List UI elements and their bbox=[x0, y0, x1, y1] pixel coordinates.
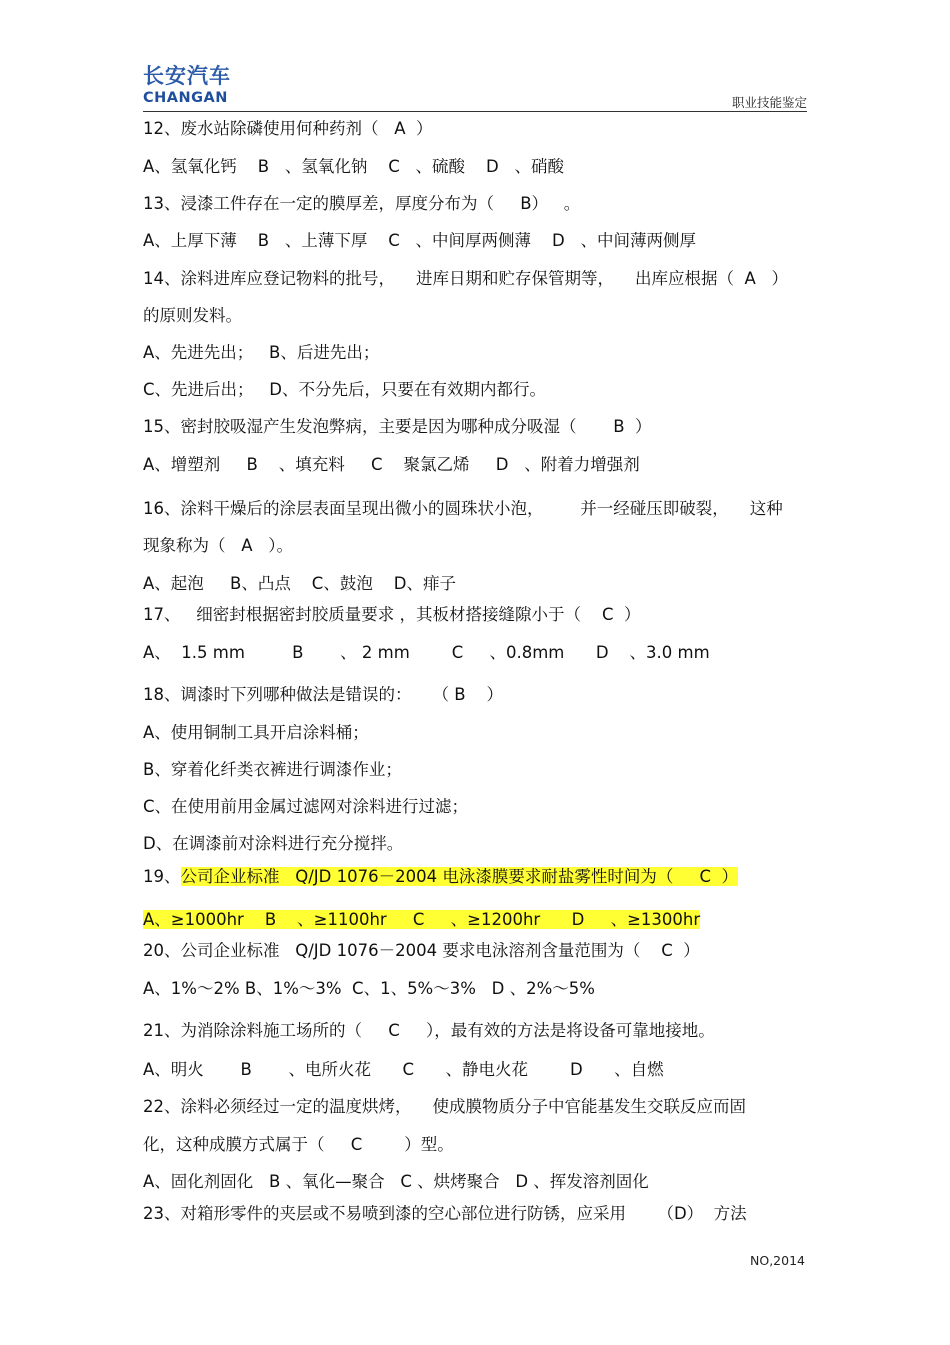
line-q12-options: A、氢氧化钙 B 、氢氧化钠 C 、硫酸 D 、硝酸 bbox=[143, 157, 564, 176]
line-q14: 14、涂料进库应登记物料的批号， 进库日期和贮存保管期等， 出库应根据（ A ） bbox=[143, 269, 788, 288]
logo-cn: 长安汽车 bbox=[143, 64, 231, 88]
q19-options-highlighted: A、≥1000hr B 、≥1100hr C 、≥1200hr D 、≥1300hr bbox=[143, 910, 701, 929]
line-q12: 12、废水站除磷使用何种药剂（ A ） bbox=[143, 119, 433, 138]
line-q20-options: A、1%～2% B、1%～3% C、1、5%～3% D 、2%～5% bbox=[143, 979, 595, 998]
line-q18: 18、调漆时下列哪种做法是错误的： （ B ） bbox=[143, 685, 504, 704]
line-q17-options: A、 1.5 mm B 、 2 mm C 、0.8mm D 、3.0 mm bbox=[143, 643, 710, 662]
line-q16: 16、涂料干燥后的涂层表面呈现出微小的圆珠状小泡， 并一经碰压即破裂， 这种 bbox=[143, 499, 783, 518]
line-q15-options: A、增塑剂 B 、填充料 C 聚氯乙烯 D 、附着力增强剂 bbox=[143, 455, 640, 474]
q19-number: 19、 bbox=[143, 867, 181, 886]
line-q15: 15、密封胶吸湿产生发泡弊病，主要是因为哪种成分吸湿（ B ） bbox=[143, 417, 652, 436]
line-q22-cont: 化，这种成膜方式属于（ C ）型。 bbox=[143, 1135, 454, 1154]
line-q14-cont: 的原则发料。 bbox=[143, 306, 242, 325]
line-q18-option-a: A、使用铜制工具开启涂料桶； bbox=[143, 723, 369, 742]
line-q18-option-c: C、在使用前用金属过滤网对涂料进行过滤； bbox=[143, 797, 469, 816]
line-q14-options-cd: C、先进后出； D、不分先后，只要在有效期内都行。 bbox=[143, 380, 546, 399]
q19-highlighted-text: 公司企业标准 Q/JD 1076－2004 电泳漆膜要求耐盐雾性时间为（ C ） bbox=[180, 867, 739, 886]
logo bbox=[143, 66, 231, 106]
line-q21-options: A、明火 B 、电所火花 C 、静电火花 D 、自燃 bbox=[143, 1060, 664, 1079]
line-q16-options: A、起泡 B、凸点 C、鼓泡 D、痱子 bbox=[143, 574, 457, 593]
line-q20: 20、公司企业标准 Q/JD 1076－2004 要求电泳溶剂含量范围为（ C ） bbox=[143, 941, 700, 960]
line-q13: 13、浸漆工件存在一定的膜厚差，厚度分布为（ B） 。 bbox=[143, 194, 581, 213]
line-q19-options bbox=[143, 909, 700, 931]
line-q23: 23、对箱形零件的夹层或不易喷到漆的空心部位进行防锈，应采用 （D） 方法 bbox=[143, 1204, 747, 1223]
line-q21: 21、为消除涂料施工场所的（ C ），最有效的方法是将设备可靠地接地。 bbox=[143, 1021, 715, 1040]
line-q18-option-b: B、穿着化纤类衣裤进行调漆作业； bbox=[143, 760, 402, 779]
line-q13-options: A、上厚下薄 B 、上薄下厚 C 、中间厚两侧薄 D 、中间薄两侧厚 bbox=[143, 231, 696, 250]
line-q17: 17、 细密封根据密封胶质量要求 ，其板材搭接缝隙小于（ C ） bbox=[143, 605, 641, 624]
line-q19 bbox=[143, 866, 738, 888]
line-q14-options-ab: A、先进先出； B、后进先出； bbox=[143, 343, 380, 362]
header-rule bbox=[143, 111, 807, 112]
line-q16-cont: 现象称为（ A ）。 bbox=[143, 536, 294, 555]
line-q18-option-d: D、在调漆前对涂料进行充分搅拌。 bbox=[143, 834, 404, 853]
logo-en: CHANGAN bbox=[143, 90, 228, 106]
line-q22-options: A、固化剂固化 B 、氧化—聚合 C 、烘烤聚合 D 、挥发溶剂固化 bbox=[143, 1172, 649, 1191]
header-label: 职业技能鉴定 bbox=[731, 95, 807, 110]
line-q22: 22、涂料必须经过一定的温度烘烤， 使成膜物质分子中官能基发生交联反应而固 bbox=[143, 1097, 746, 1116]
page-footer: NO,2014 bbox=[750, 1253, 805, 1268]
